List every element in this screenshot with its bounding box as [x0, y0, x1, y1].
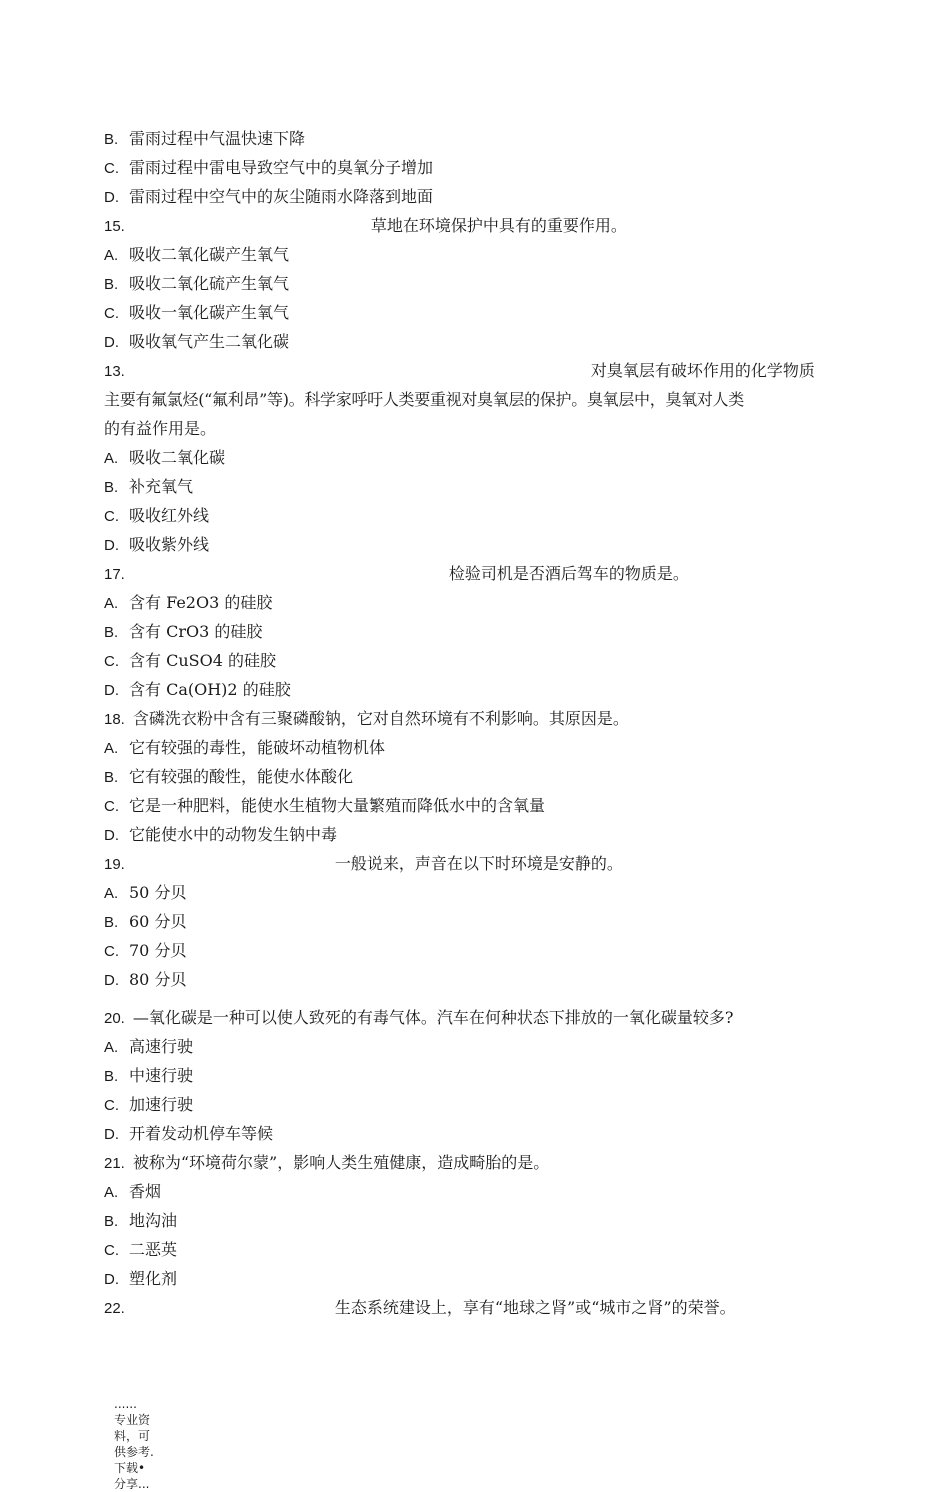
footer-dots: ...... [114, 1397, 137, 1411]
question-text: 检验司机是否酒后驾车的物质是。 [448, 564, 689, 583]
option-label: C. [104, 943, 119, 960]
q14-option-c [104, 153, 844, 182]
q13-option-c [104, 501, 844, 530]
q20-option-b [104, 1061, 844, 1090]
q13-stem-line3: 的有益作用是。 [104, 419, 217, 438]
option-text: 高速行驶 [129, 1037, 194, 1056]
q15-option-a [104, 240, 844, 269]
option-label: D. [104, 827, 119, 844]
option-label: D. [104, 972, 119, 989]
question-text: 草地在环境保护中具有的重要作用。 [370, 216, 627, 235]
option-text: 香烟 [129, 1182, 162, 1201]
question-text: 一般说来，声音在以下时环境是安静的。 [334, 854, 623, 873]
question-number: 13. [104, 363, 125, 380]
option-text: 含有 Ca(OH)2 的硅胶 [129, 680, 291, 699]
option-label: C. [104, 1097, 119, 1114]
option-text: 70 分贝 [129, 941, 187, 960]
question-text: 被称为“环境荷尔蒙”，影响人类生殖健康，造成畸胎的是。 [132, 1153, 550, 1172]
option-label: B. [104, 276, 119, 293]
option-label: C. [104, 160, 119, 177]
question-list [104, 124, 844, 1322]
option-text: 它有较强的毒性，能破坏动植物机体 [129, 738, 386, 757]
option-text: 二恶英 [129, 1240, 178, 1259]
option-text: 加速行驶 [129, 1095, 194, 1114]
option-label: C. [104, 1242, 119, 1259]
q21-option-d [104, 1264, 844, 1293]
option-text: 补充氧气 [129, 477, 194, 496]
q15-option-b [104, 269, 844, 298]
q13-stem-line2: 主要有氟氯烃(“氟利昂”等)。科学家呼吁人类要重视对臭氧层的保护。臭氧层中，臭氧对人类 [104, 390, 744, 409]
question-number: 22. [104, 1300, 125, 1317]
q13-stem-line1 [104, 356, 844, 385]
option-text: 含有 Fe2O3 的硅胶 [129, 593, 273, 612]
q21-option-a [104, 1177, 844, 1206]
q19-stem [104, 849, 844, 878]
footer-line: 分享... [114, 1477, 150, 1491]
q15-option-c [104, 298, 844, 327]
footer-line: 料，可 [114, 1429, 151, 1443]
option-text: 中速行驶 [129, 1066, 194, 1085]
q19-option-c [104, 936, 844, 965]
option-text: 吸收二氧化碳产生氧气 [129, 245, 290, 264]
option-label: D. [104, 1271, 119, 1288]
footer-note [114, 1396, 162, 1492]
q22-stem [104, 1293, 844, 1322]
q19-option-a [104, 878, 844, 907]
option-label: D. [104, 537, 119, 554]
q21-stem [104, 1148, 844, 1177]
question-text: 对臭氧层有破坏作用的化学物质 [590, 361, 815, 380]
option-text: 雷雨过程中雷电导致空气中的臭氧分子增加 [129, 158, 434, 177]
question-number: 15. [104, 218, 125, 235]
option-text: 含有 CrO3 的硅胶 [129, 622, 263, 641]
q17-option-a [104, 588, 844, 617]
option-text: 地沟油 [129, 1211, 178, 1230]
option-text: 它能使水中的动物发生钠中毒 [129, 825, 338, 844]
option-label: B. [104, 769, 119, 786]
option-label: B. [104, 1068, 119, 1085]
question-text: —氧化碳是一种可以使人致死的有毒气体。汽车在何种状态下排放的一氧化碳量较多? [132, 1008, 734, 1027]
question-number: 19. [104, 856, 125, 873]
option-text: 吸收紫外线 [129, 535, 210, 554]
q21-option-b [104, 1206, 844, 1235]
option-label: C. [104, 508, 119, 525]
q21-option-c [104, 1235, 844, 1264]
q17-option-c [104, 646, 844, 675]
option-label: C. [104, 653, 119, 670]
q13-option-d [104, 530, 844, 559]
q20-stem [104, 1003, 844, 1032]
option-text: 吸收二氧化碳 [129, 448, 226, 467]
footer-line: 供参考. [114, 1445, 154, 1459]
q14-option-d [104, 182, 844, 211]
option-text: 80 分贝 [129, 970, 187, 989]
option-text: 吸收红外线 [129, 506, 210, 525]
q19-option-d [104, 965, 844, 994]
option-label: B. [104, 624, 119, 641]
question-number: 21. [104, 1155, 125, 1172]
option-text: 50 分贝 [129, 883, 187, 902]
option-label: C. [104, 798, 119, 815]
q13-option-b [104, 472, 844, 501]
question-number: 20. [104, 1010, 125, 1027]
option-label: A. [104, 740, 119, 757]
option-label: A. [104, 885, 119, 902]
option-label: C. [104, 305, 119, 322]
q18-option-d [104, 820, 844, 849]
spacer [104, 994, 844, 1003]
q18-option-a [104, 733, 844, 762]
q19-option-b [104, 907, 844, 936]
q20-option-d [104, 1119, 844, 1148]
option-text: 它有较强的酸性，能使水体酸化 [129, 767, 354, 786]
option-label: D. [104, 1126, 119, 1143]
question-text: 生态系统建设上，享有“地球之肾”或“城市之肾”的荣誉。 [334, 1298, 736, 1317]
option-text: 开着发动机停车等候 [129, 1124, 274, 1143]
option-text: 雷雨过程中气温快速下降 [129, 129, 306, 148]
q14-option-b [104, 124, 844, 153]
option-text: 它是一种肥料，能使水生植物大量繁殖而降低水中的含氧量 [129, 796, 546, 815]
q15-option-d [104, 327, 844, 356]
q18-option-b [104, 762, 844, 791]
option-text: 吸收氧气产生二氧化碳 [129, 332, 290, 351]
option-label: A. [104, 1184, 119, 1201]
question-number: 17. [104, 566, 125, 583]
option-label: B. [104, 1213, 119, 1230]
option-text: 含有 CuSO4 的硅胶 [129, 651, 276, 670]
question-number: 18. [104, 711, 125, 728]
q17-stem [104, 559, 844, 588]
option-label: D. [104, 682, 119, 699]
footer-line: 专业资 [114, 1413, 151, 1427]
q17-option-b [104, 617, 844, 646]
option-label: A. [104, 1039, 119, 1056]
option-text: 吸收二氧化硫产生氧气 [129, 274, 290, 293]
option-label: A. [104, 247, 119, 264]
question-text: 含磷洗衣粉中含有三聚磷酸钠，它对自然环境有不利影响。其原因是。 [132, 709, 629, 728]
q18-stem [104, 704, 844, 733]
q20-option-c [104, 1090, 844, 1119]
q20-option-a [104, 1032, 844, 1061]
option-label: B. [104, 914, 119, 931]
q17-option-d [104, 675, 844, 704]
option-text: 塑化剂 [129, 1269, 178, 1288]
q13-option-a [104, 443, 844, 472]
footer-line: 下载• [114, 1461, 146, 1475]
q18-option-c [104, 791, 844, 820]
q15-stem [104, 211, 844, 240]
option-label: D. [104, 189, 119, 206]
option-text: 60 分贝 [129, 912, 187, 931]
option-label: B. [104, 479, 119, 496]
option-label: A. [104, 595, 119, 612]
option-label: A. [104, 450, 119, 467]
option-label: D. [104, 334, 119, 351]
option-text: 雷雨过程中空气中的灰尘随雨水降落到地面 [129, 187, 434, 206]
option-text: 吸收一氧化碳产生氧气 [129, 303, 290, 322]
option-label: B. [104, 131, 119, 148]
